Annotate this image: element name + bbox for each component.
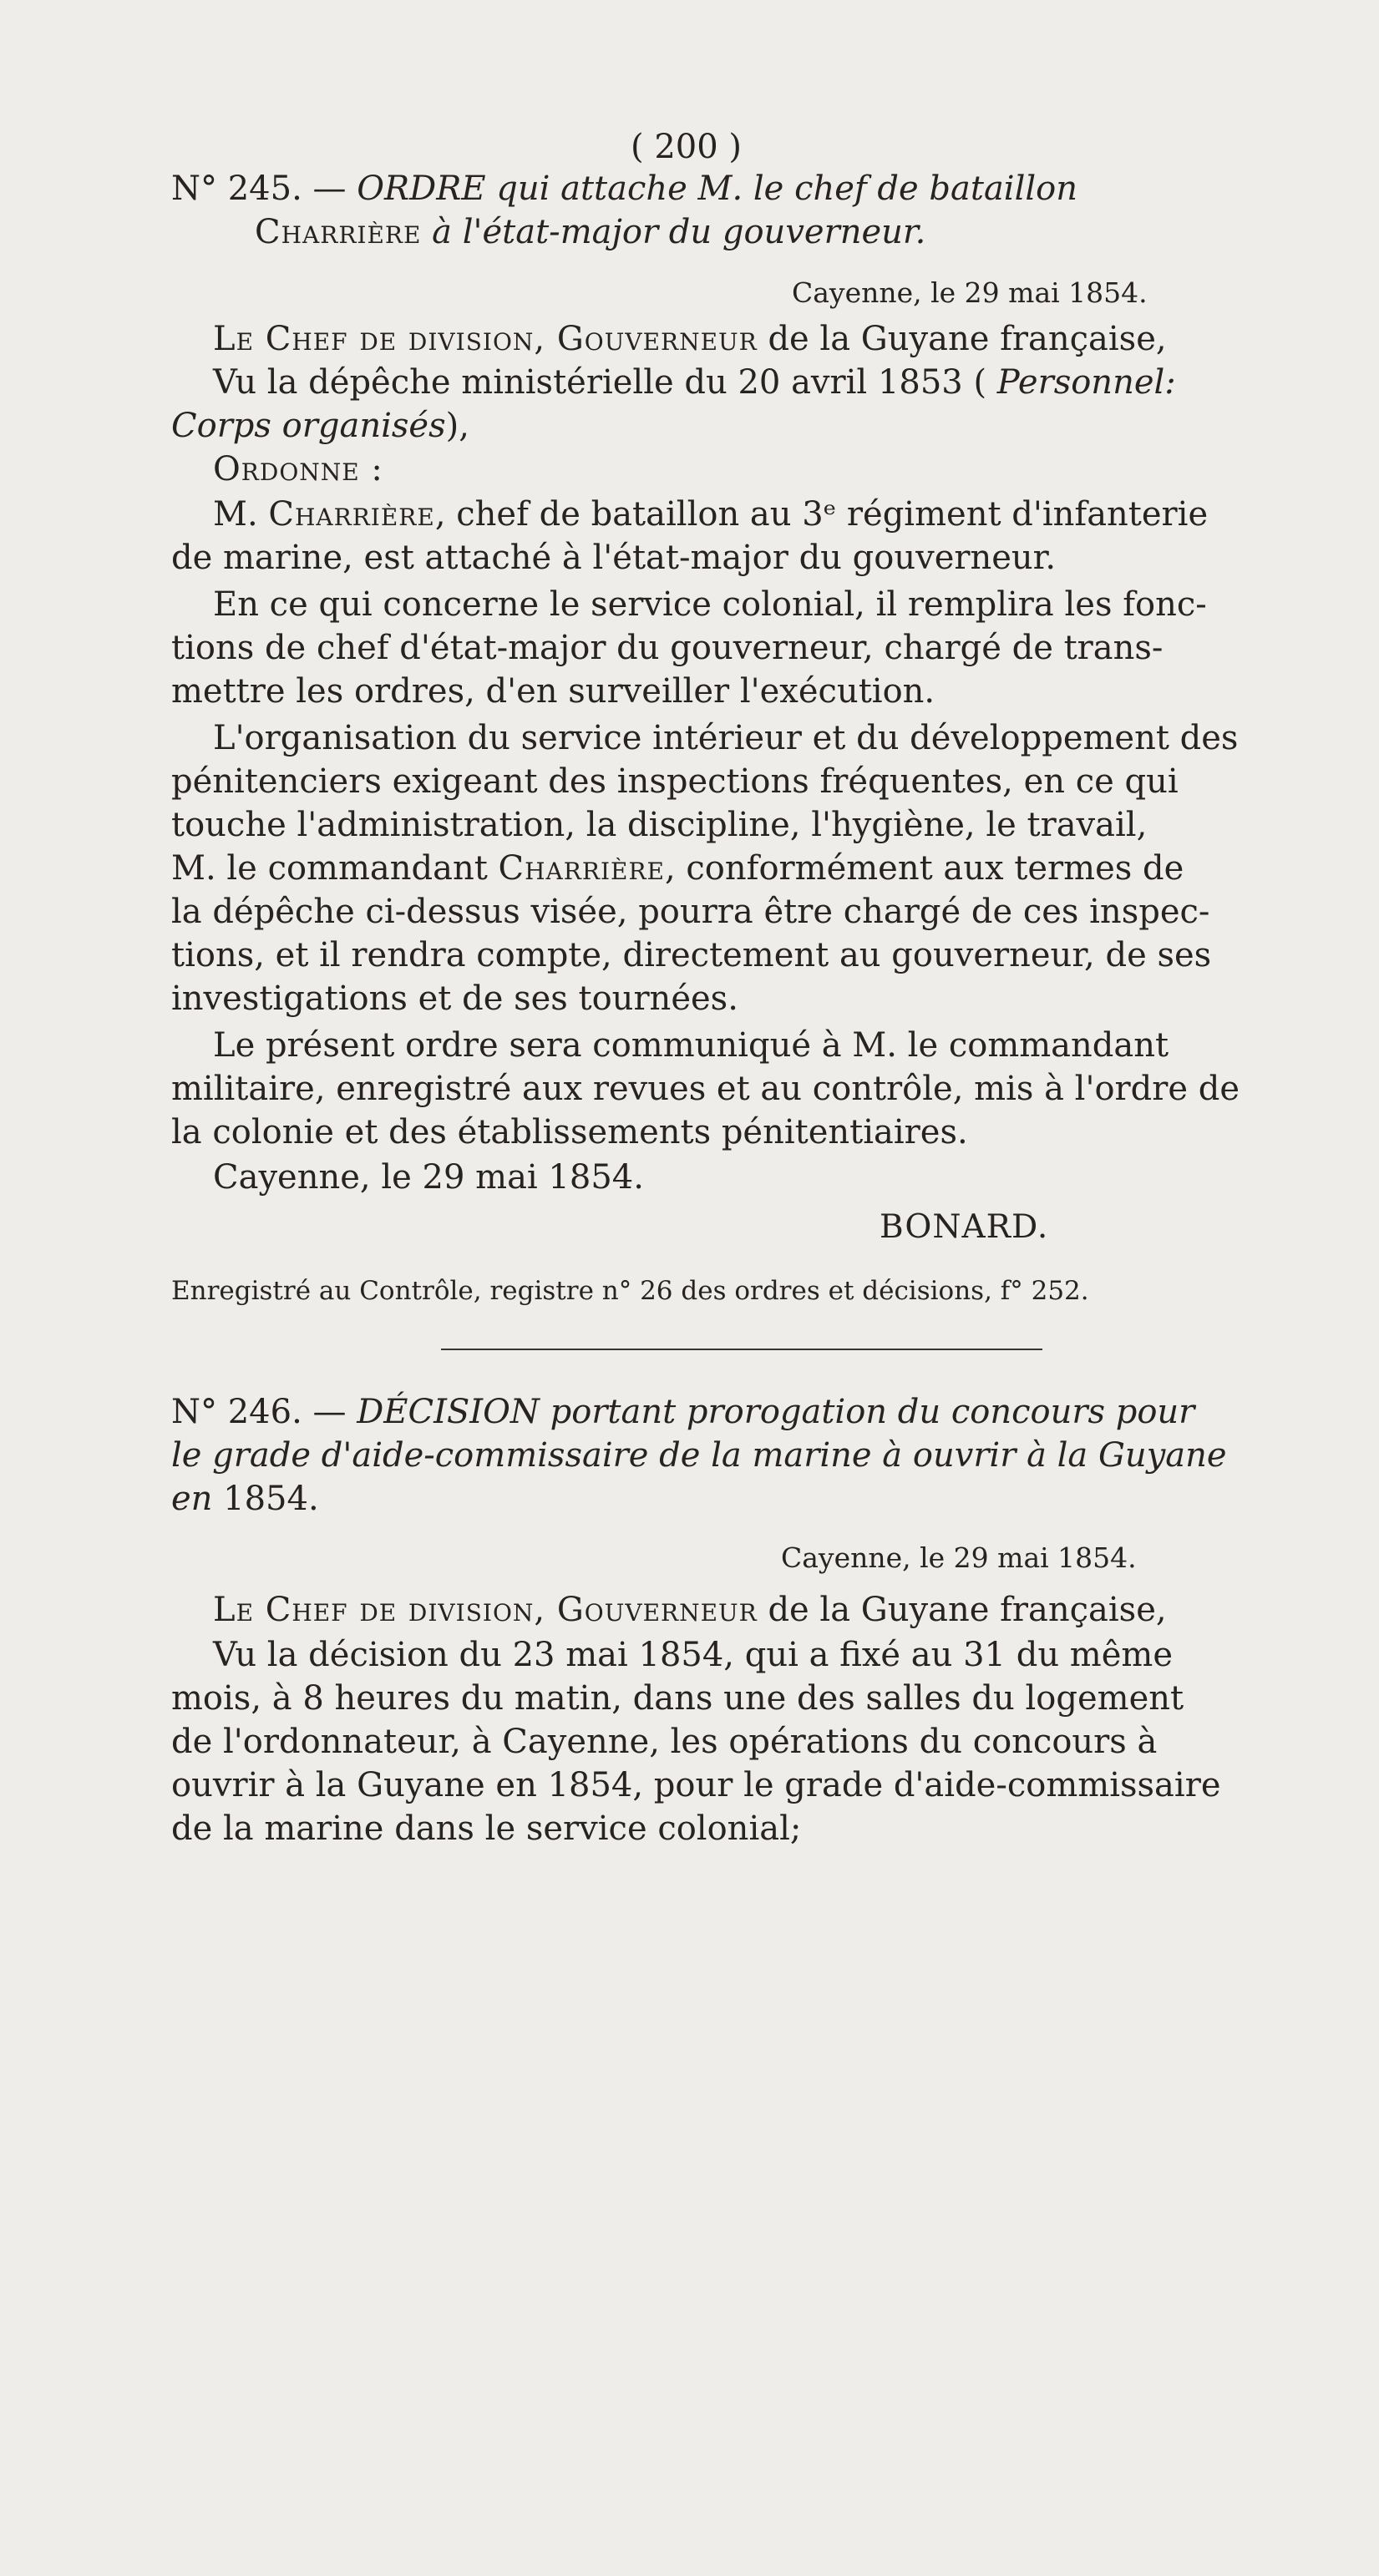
order-245-p1-rest: , chef de bataillon au 3ᵉ régiment d'infanterie xyxy=(434,495,1209,534)
order-245-number: N° 245. xyxy=(171,170,302,208)
order-245-title-rest: à l'état-major du gouverneur. xyxy=(432,213,926,251)
order-245-p3-line-7: investigations et de ses tournées. xyxy=(171,979,738,1018)
order-245-p3-line-2: pénitenciers exigeant des inspections fréquentes, en ce qui xyxy=(171,762,1179,801)
order-245-title-line-1 xyxy=(171,167,1077,210)
order-245-vu-corps: Corps organisés xyxy=(171,407,446,445)
order-245-p3-line-3: touche l'administration, la discipline, l'hygiène, le travail, xyxy=(171,806,1148,844)
decision-246-issuer-rest: de la Guyane française, xyxy=(768,1591,1167,1629)
order-245-p3-prefix: M. le commandant xyxy=(171,849,488,888)
decision-246-title-line-1 xyxy=(171,1390,1194,1434)
decision-246-vu-line-1: Vu la décision du 23 mai 1854, qui a fixé au 31 du même xyxy=(213,1636,1174,1674)
order-245-p3-line-6: tions, et il rendra compte, directement au gouverneur, de ses xyxy=(171,936,1212,974)
order-245-vu-line-1 xyxy=(213,361,1176,404)
order-245-p3-line-5: la dépêche ci-dessus visée, pourra être chargé de ces inspec- xyxy=(171,893,1210,931)
decision-246-number: N° 246. xyxy=(171,1393,302,1431)
order-245-p3-line-1: L'organisation du service intérieur et du développement des xyxy=(213,719,1239,757)
order-245-title-name: Charrière xyxy=(255,213,422,251)
page-number: ( 200 ) xyxy=(631,128,742,166)
order-245-dateline: Cayenne, le 29 mai 1854. xyxy=(792,276,1148,309)
order-245-registration: Enregistré au Contrôle, registre n° 26 des ordres et décisions, f° 252. xyxy=(171,1276,1089,1306)
order-245-issuer-title: Le Chef de division, Gouverneur xyxy=(213,320,758,358)
order-245-p1-line-1 xyxy=(213,493,1208,536)
order-245-p3-rest: , conformément aux termes de xyxy=(664,849,1184,888)
order-245-p2-line-1: En ce qui concerne le service colonial, il remplira les fonc- xyxy=(213,585,1207,624)
decision-246-issuer xyxy=(213,1588,1167,1632)
order-245-p4-line-2: militaire, enregistré aux revues et au contrôle, mis à l'ordre de xyxy=(171,1070,1240,1108)
order-245-ordonne: Ordonne : xyxy=(213,450,383,488)
decision-246-title: DÉCISION portant prorogation du concours pour xyxy=(357,1393,1195,1431)
decision-246-vu-line-3: de l'ordonnateur, à Cayenne, les opérations du concours à xyxy=(171,1723,1158,1761)
order-245-p3-name: Charrière xyxy=(498,849,665,888)
section-divider xyxy=(441,1349,1042,1350)
order-245-vu-personnel: Personnel: xyxy=(996,363,1176,402)
order-245-vu-prefix: Vu la dépêche ministérielle du 20 avril 1853 ( xyxy=(213,363,987,402)
order-245-p4-line-3: la colonie et des établissements pénitentiaires. xyxy=(171,1113,968,1151)
order-245-closing-date: Cayenne, le 29 mai 1854. xyxy=(213,1158,644,1197)
order-245-title-line-2 xyxy=(255,210,925,254)
order-245-p1-line-2: de marine, est attaché à l'état-major du gouverneur. xyxy=(171,539,1057,577)
order-245-signature: BONARD. xyxy=(880,1208,1049,1246)
order-245-p2-line-2: tions de chef d'état-major du gouverneur, chargé de trans- xyxy=(171,629,1164,667)
order-245-p4-line-1: Le présent ordre sera communiqué à M. le commandant xyxy=(213,1026,1169,1065)
order-245-vu-line-2 xyxy=(171,404,469,448)
decision-246-title-line-3 xyxy=(171,1477,319,1521)
decision-246-dateline: Cayenne, le 29 mai 1854. xyxy=(781,1541,1137,1574)
order-245-issuer-rest: de la Guyane française, xyxy=(768,320,1167,358)
order-245-dash: — xyxy=(312,170,347,208)
decision-246-issuer-title: Le Chef de division, Gouverneur xyxy=(213,1591,758,1629)
decision-246-dash: — xyxy=(312,1393,347,1431)
order-245-title: ORDRE qui attache M. le chef de bataillon xyxy=(357,170,1078,208)
decision-246-title-line-2: le grade d'aide-commissaire de la marine à ouvrir à la Guyane xyxy=(171,1436,1227,1475)
order-245-p2-line-3: mettre les ordres, d'en surveiller l'exécution. xyxy=(171,672,935,711)
decision-246-vu-line-5: de la marine dans le service colonial; xyxy=(171,1809,802,1848)
decision-246-title-year: 1854. xyxy=(223,1480,319,1518)
order-245-issuer xyxy=(213,317,1167,361)
decision-246-vu-line-2: mois, à 8 heures du matin, dans une des salles du logement xyxy=(171,1679,1184,1718)
order-245-p1-name: Charrière xyxy=(268,495,435,534)
order-245-p1-prefix: M. xyxy=(213,495,258,534)
decision-246-title-en: en xyxy=(171,1480,213,1518)
decision-246-vu-line-4: ouvrir à la Guyane en 1854, pour le grade d'aide-commissaire xyxy=(171,1766,1221,1804)
order-245-p3-line-4 xyxy=(171,847,1184,890)
order-245-vu-suffix: ), xyxy=(445,407,469,445)
